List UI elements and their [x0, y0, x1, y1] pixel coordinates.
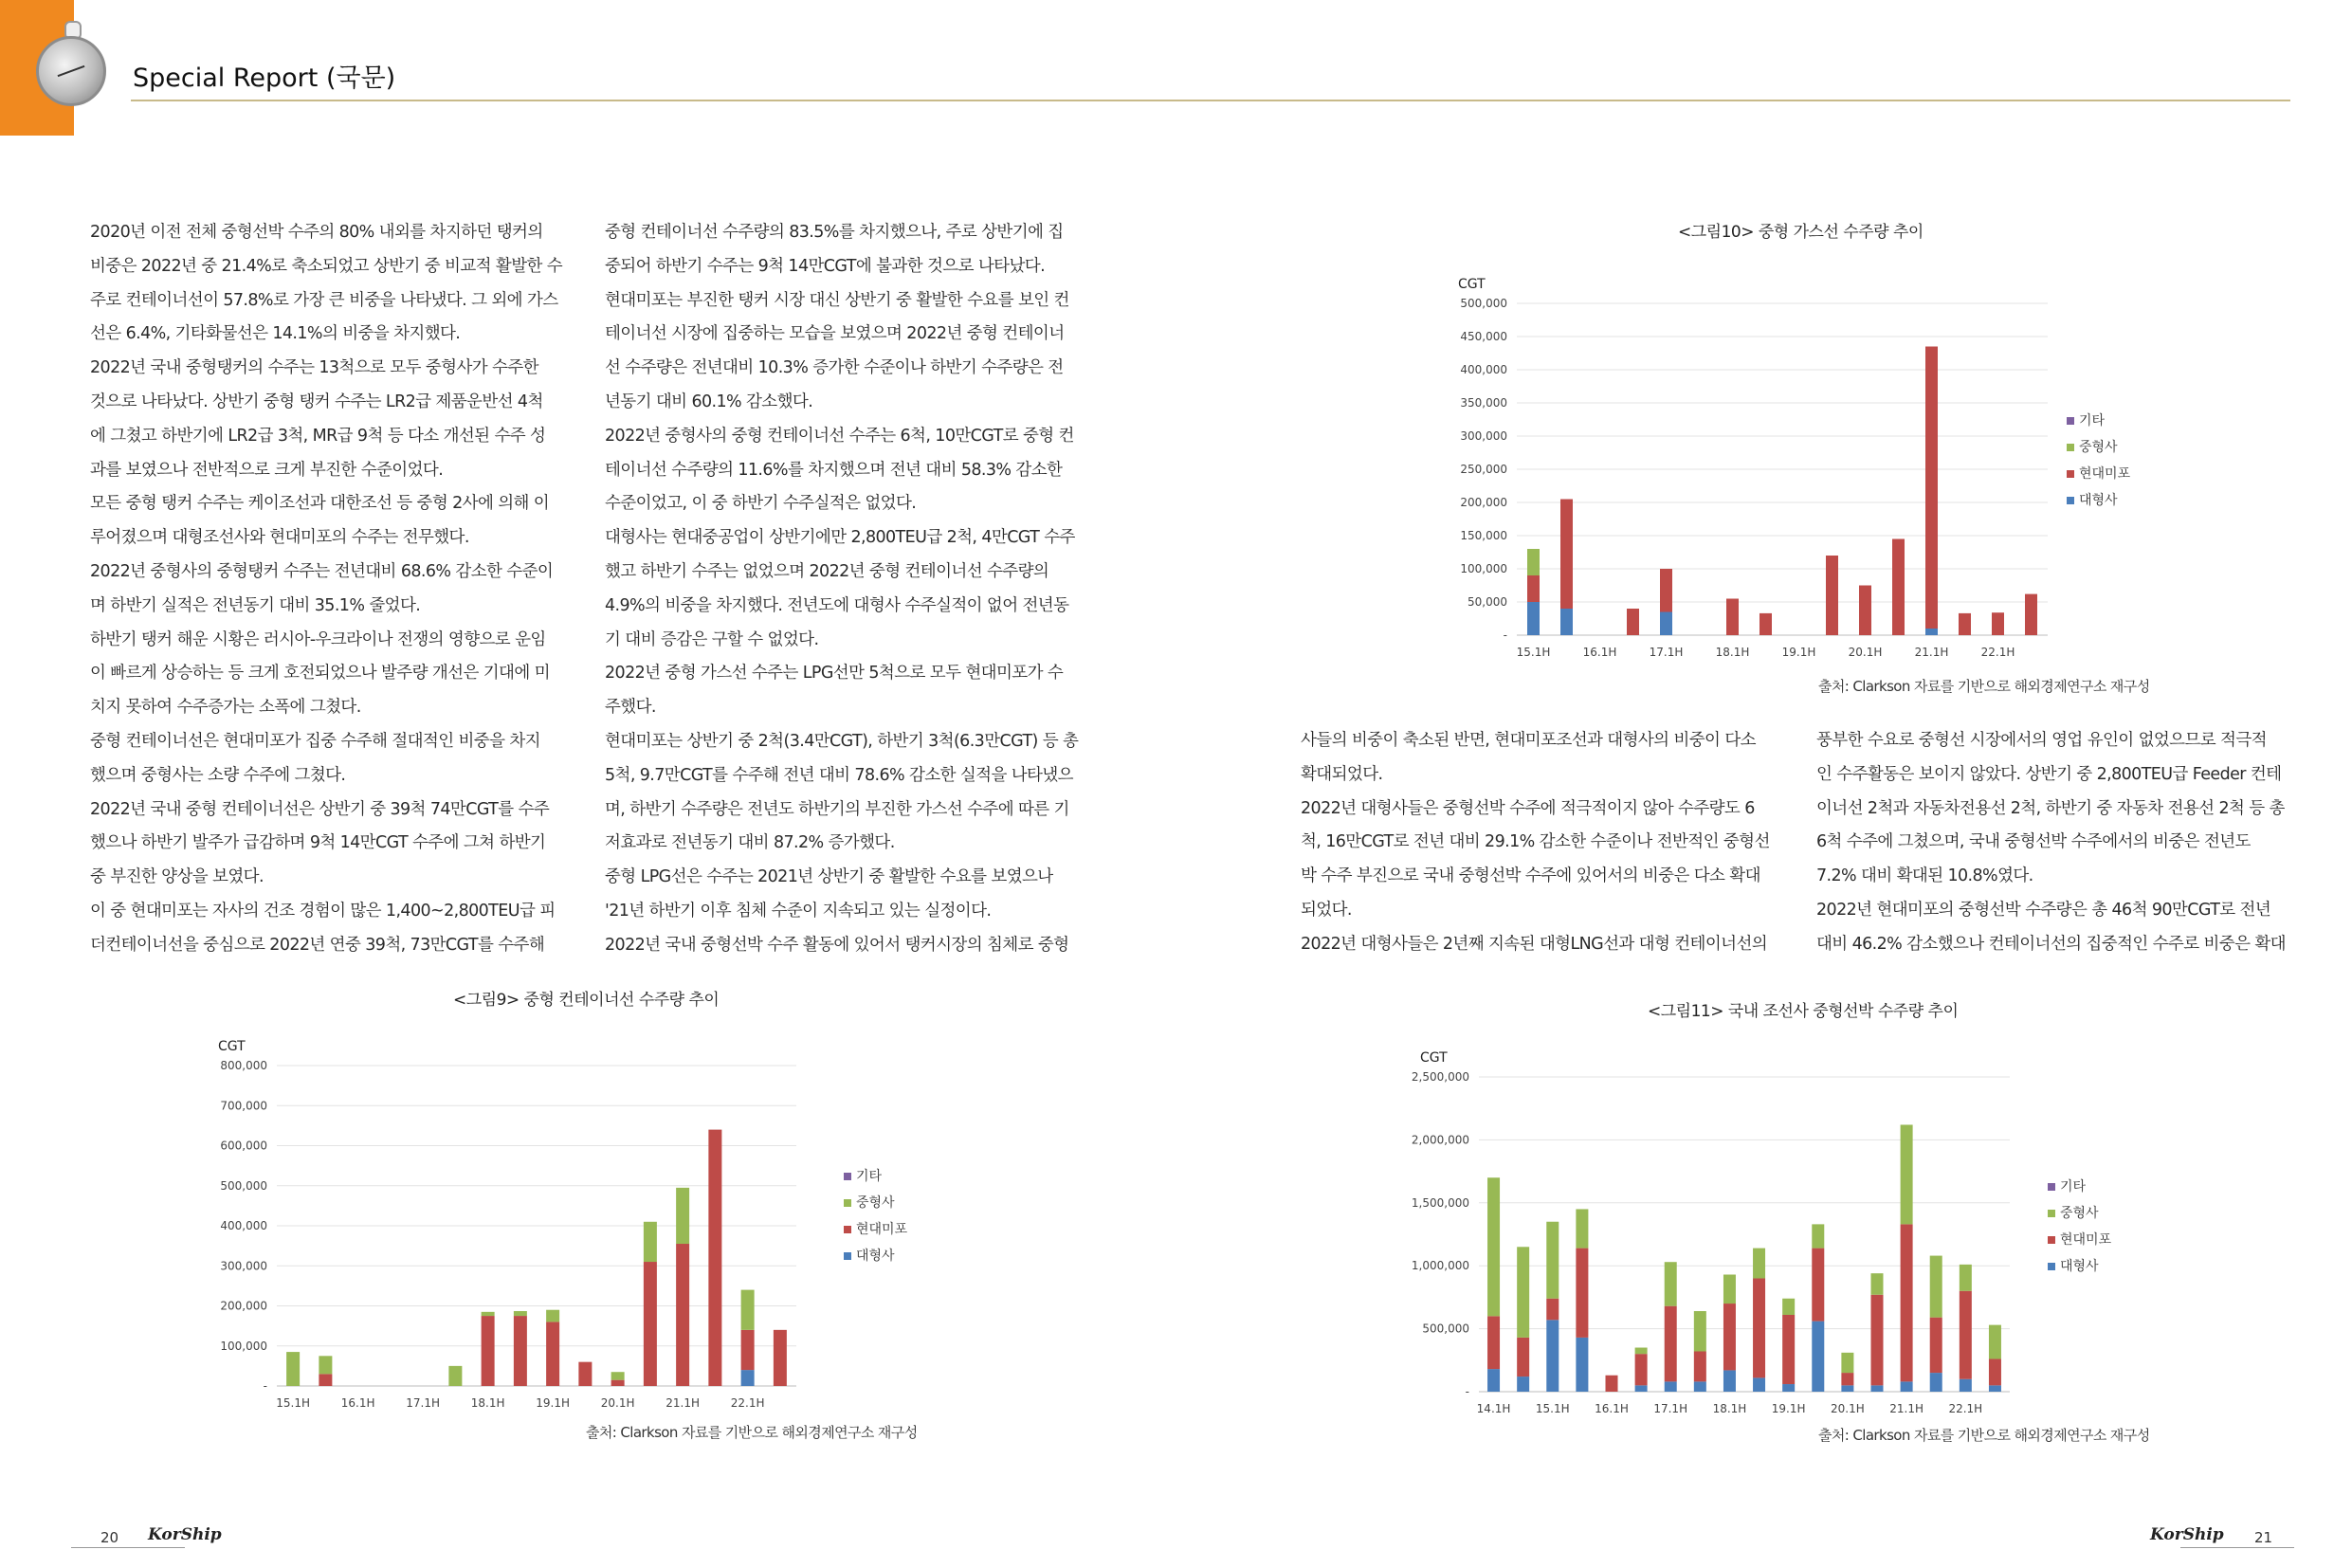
- bar-segment-fig11-s1-12: [1841, 1373, 1853, 1385]
- text-line: 기 대비 증감은 구할 수 없었다.: [605, 629, 819, 649]
- legend-label: 중형사: [2079, 440, 2118, 455]
- bar-segment-fig9-s1-10: [611, 1380, 625, 1386]
- x-tick-label: 22.1H: [1948, 1402, 1983, 1415]
- legend-label: 중형사: [2060, 1206, 2099, 1221]
- bar-segment-fig11-s0-15: [1930, 1373, 1942, 1392]
- bar-segment-fig11-s0-5: [1635, 1385, 1648, 1392]
- text-line: 2022년 국내 중형탱커의 수주는 13척으로 모두 중형사가 수주한: [90, 358, 538, 378]
- bar-segment-fig9-s1-13: [708, 1130, 721, 1386]
- x-tick-label: 19.1H: [536, 1396, 570, 1410]
- text-line: 중 부진한 양상을 보였다.: [90, 867, 264, 887]
- bar-segment-fig11-s0-17: [1989, 1385, 2001, 1392]
- text-line: 비중은 2022년 중 21.4%로 축소되었고 상반기 중 비교적 활발한 수: [90, 256, 563, 276]
- legend-swatch: [2048, 1263, 2055, 1270]
- text-line: 4.9%의 비중을 차지했다. 전년도에 대형사 수주실적이 없어 전년동: [605, 595, 1069, 615]
- figure-9-source: 출처: Clarkson 자료를 기반으로 해외경제연구소 재구성: [586, 1424, 918, 1441]
- text-line: 7.2% 대비 확대된 10.8%였다.: [1816, 866, 2033, 886]
- bar-segment-fig11-s0-0: [1487, 1369, 1500, 1392]
- text-line: 2022년 대형사들은 중형선박 수주에 적극적이지 않아 수주량도 6: [1301, 798, 1755, 818]
- y-tick-label: 200,000: [220, 1299, 267, 1313]
- y-tick-label: -: [1503, 629, 1507, 642]
- y-tick-label: 1,500,000: [1411, 1195, 1469, 1210]
- bar-segment-fig9-s2-11: [644, 1222, 657, 1262]
- legend-label: 기타: [856, 1169, 883, 1184]
- text-line: 선 수주량은 전년대비 10.3% 증가한 수준이나 하반기 수주량은 전: [605, 358, 1064, 378]
- legend-swatch: [844, 1226, 851, 1233]
- text-line: 테이너선 수주량의 11.6%를 차지했으며 전년 대비 58.3% 감소한: [605, 460, 1063, 480]
- bar-segment-fig11-s2-14: [1901, 1124, 1913, 1224]
- text-line: 2020년 이전 전체 중형선박 수주의 80% 내외를 차지하던 탱커의: [90, 223, 543, 242]
- legend-swatch: [844, 1199, 851, 1207]
- x-tick-label: 18.1H: [470, 1396, 505, 1410]
- bar-segment-fig11-s0-12: [1841, 1385, 1853, 1392]
- x-tick-label: 20.1H: [600, 1396, 635, 1410]
- legend-swatch: [844, 1173, 851, 1180]
- bar-segment-fig11-s1-4: [1606, 1376, 1618, 1392]
- y-tick-label: 700,000: [220, 1099, 267, 1113]
- bar-segment-fig11-s0-11: [1812, 1322, 1824, 1392]
- body-column-1: [90, 216, 569, 963]
- bar-segment-fig10-s2-0: [1527, 549, 1540, 575]
- text-line: 중되어 하반기 수주는 9척 14만CGT에 불과한 것으로 나타났다.: [605, 256, 1046, 276]
- header-divider: [131, 100, 2290, 101]
- bar-segment-fig9-s1-12: [676, 1244, 689, 1386]
- y-tick-label: 350,000: [1460, 396, 1507, 410]
- bar-segment-fig9-s2-7: [514, 1311, 527, 1316]
- y-tick-label: 300,000: [220, 1259, 267, 1273]
- text-line: 했으며 중형사는 소량 수주에 그쳤다.: [90, 765, 346, 785]
- bar-segment-fig11-s1-3: [1576, 1249, 1588, 1338]
- text-line: 모든 중형 탱커 수주는 케이조선과 대한조선 등 중형 2사에 의해 이: [90, 494, 550, 514]
- text-line: 에 그쳤고 하반기에 LR2급 3척, MR급 9척 등 다소 개선된 수주 성: [90, 426, 546, 446]
- y-tick-label: 300,000: [1460, 429, 1507, 443]
- bar-segment-fig9-s2-14: [741, 1290, 755, 1330]
- legend-swatch: [2067, 417, 2074, 425]
- figure-9-caption: <그림9> 중형 컨테이너선 수주량 추이: [453, 991, 720, 1010]
- text-line: 선은 6.4%, 기타화물선은 14.1%의 비중을 차지했다.: [90, 324, 461, 344]
- text-line: 중형 LPG선은 수주는 2021년 상반기 중 활발한 수요를 보였으나: [605, 867, 1053, 887]
- x-tick-label: 19.1H: [1771, 1402, 1806, 1415]
- x-tick-label: 14.1H: [1476, 1402, 1511, 1415]
- bar-segment-fig11-s0-8: [1723, 1370, 1736, 1392]
- bar-segment-fig9-s2-6: [482, 1312, 495, 1316]
- bar-segment-fig9-s1-14: [741, 1330, 755, 1370]
- y-tick-label: 600,000: [220, 1139, 267, 1153]
- text-line: 이 빠르게 상승하는 등 크게 호전되었으나 발주량 개선은 기대에 미: [90, 664, 550, 684]
- bar-segment-fig9-s1-8: [546, 1322, 559, 1386]
- text-line: 현대미포는 상반기 중 2척(3.4만CGT), 하반기 3척(6.3만CGT) 등 총: [605, 731, 1079, 751]
- bar-segment-fig11-s2-12: [1841, 1353, 1853, 1373]
- text-line: 주로 컨테이너선이 57.8%로 가장 큰 비중을 나타냈다. 그 외에 가스: [90, 290, 558, 310]
- footer-rule-right: [2180, 1547, 2294, 1548]
- bar-segment-fig11-s2-17: [1989, 1325, 2001, 1359]
- body-column-2: [605, 216, 1084, 963]
- bar-segment-fig10-s1-11: [1892, 539, 1905, 636]
- bar-segment-fig11-s1-13: [1871, 1295, 1884, 1386]
- y-tick-label: 250,000: [1460, 463, 1507, 476]
- legend-label: 기타: [2079, 413, 2106, 428]
- bar-segment-fig9-s1-15: [774, 1330, 787, 1386]
- y-tick-label: 800,000: [220, 1059, 267, 1072]
- text-line: 확대되었다.: [1301, 764, 1383, 784]
- text-line: 대비 46.2% 감소했으나 컨테이너선의 집중적인 수주로 비중은 확대: [1816, 934, 2286, 954]
- x-tick-label: 21.1H: [1889, 1402, 1924, 1415]
- bar-segment-fig11-s2-10: [1782, 1299, 1795, 1315]
- y-tick-label: -: [1465, 1385, 1469, 1398]
- legend-label: 현대미포: [856, 1222, 908, 1237]
- y-tick-label: 400,000: [220, 1219, 267, 1232]
- text-line: 했으나 하반기 발주가 급감하며 9척 14만CGT 수주에 그쳐 하반기: [90, 833, 546, 853]
- y-tick-label: -: [263, 1379, 267, 1393]
- text-line: '21년 하반기 이후 침체 수준이 지속되고 있는 실정이다.: [605, 901, 992, 921]
- bar-segment-fig11-s2-9: [1753, 1249, 1765, 1279]
- bar-segment-fig10-s1-9: [1826, 556, 1838, 635]
- bar-segment-fig11-s1-14: [1901, 1224, 1913, 1381]
- y-tick-label: 50,000: [1468, 595, 1507, 609]
- bar-segment-fig11-s1-7: [1694, 1352, 1706, 1382]
- bar-segment-fig10-s0-1: [1560, 609, 1573, 635]
- section-title: Special Report (국문): [133, 64, 396, 93]
- text-line: 이너선 2척과 자동차전용선 2척, 하반기 중 자동차 전용선 2척 등 총: [1816, 798, 2285, 818]
- y-axis-label: CGT: [1420, 1050, 1448, 1066]
- bar-segment-fig10-s0-4: [1660, 612, 1672, 636]
- bar-segment-fig11-s2-0: [1487, 1177, 1500, 1316]
- figure-11-source: 출처: Clarkson 자료를 기반으로 해외경제연구소 재구성: [1818, 1427, 2150, 1444]
- body-column-4: [1816, 724, 2290, 962]
- text-line: 것으로 나타났다. 상반기 중형 탱커 수주는 LR2급 제품운반선 4척: [90, 392, 543, 411]
- bar-segment-fig11-s0-6: [1665, 1381, 1677, 1392]
- bar-segment-fig11-s1-2: [1546, 1299, 1559, 1321]
- legend-swatch: [2048, 1236, 2055, 1244]
- page-number-right: 21: [2254, 1529, 2273, 1546]
- bar-segment-fig11-s1-8: [1723, 1304, 1736, 1370]
- bar-segment-fig11-s2-11: [1812, 1224, 1824, 1248]
- text-line: 되었다.: [1301, 900, 1352, 920]
- text-line: 척, 16만CGT로 전년 대비 29.1% 감소한 수준이나 전반적인 중형선: [1301, 832, 1770, 852]
- y-tick-label: 500,000: [1460, 297, 1507, 310]
- text-line: 더컨테이너선을 중심으로 2022년 연중 39척, 73만CGT를 수주해: [90, 935, 545, 955]
- figure-10-source: 출처: Clarkson 자료를 기반으로 해외경제연구소 재구성: [1818, 678, 2150, 695]
- bar-segment-fig10-s1-15: [2025, 594, 2037, 635]
- y-tick-label: 2,500,000: [1411, 1070, 1469, 1084]
- text-line: 박 수주 부진으로 국내 중형선박 수주에 있어서의 비중은 다소 확대: [1301, 866, 1760, 886]
- y-tick-label: 150,000: [1460, 529, 1507, 542]
- y-tick-label: 500,000: [1422, 1322, 1469, 1336]
- bar-segment-fig11-s1-10: [1782, 1315, 1795, 1384]
- bar-segment-fig11-s0-7: [1694, 1381, 1706, 1392]
- x-tick-label: 21.1H: [665, 1396, 700, 1410]
- text-line: 2022년 국내 중형 컨테이너선은 상반기 중 39척 74만CGT를 수주: [90, 799, 550, 819]
- bar-segment-fig9-s1-7: [514, 1316, 527, 1386]
- y-axis-label: CGT: [1458, 277, 1486, 292]
- text-line: 풍부한 수요로 중형선 시장에서의 영업 유인이 없었으므로 적극적: [1816, 731, 2267, 750]
- x-tick-label: 22.1H: [1980, 646, 2015, 659]
- x-tick-label: 16.1H: [340, 1396, 375, 1410]
- bar-segment-fig9-s2-8: [546, 1310, 559, 1322]
- text-line: 2022년 중형사의 중형탱커 수주는 전년대비 68.6% 감소한 수준이: [90, 561, 554, 581]
- x-tick-label: 20.1H: [1831, 1402, 1865, 1415]
- bar-segment-fig11-s2-3: [1576, 1209, 1588, 1248]
- text-line: 현대미포는 부진한 탱커 시장 대신 상반기 중 활발한 수요를 보인 컨: [605, 290, 1069, 310]
- bar-segment-fig11-s0-1: [1517, 1377, 1529, 1392]
- bar-segment-fig10-s1-14: [1992, 612, 2004, 635]
- y-tick-label: 500,000: [220, 1178, 267, 1193]
- x-tick-label: 15.1H: [1516, 646, 1551, 659]
- bar-segment-fig11-s0-10: [1782, 1384, 1795, 1392]
- legend-label: 중형사: [856, 1195, 895, 1211]
- bar-segment-fig9-s2-1: [319, 1356, 332, 1374]
- y-tick-label: 100,000: [220, 1339, 267, 1353]
- legend-swatch: [2067, 497, 2074, 504]
- bar-segment-fig9-s2-12: [676, 1188, 689, 1244]
- bar-segment-fig11-s2-16: [1960, 1265, 1972, 1291]
- y-tick-label: 200,000: [1460, 496, 1507, 509]
- bar-segment-fig11-s2-1: [1517, 1247, 1529, 1338]
- korship-logo-left: KorShip: [148, 1525, 222, 1544]
- bar-segment-fig11-s1-0: [1487, 1316, 1500, 1369]
- text-line: 년동기 대비 60.1% 감소했다.: [605, 392, 813, 411]
- bar-segment-fig10-s1-4: [1660, 569, 1672, 612]
- x-tick-label: 17.1H: [1653, 1402, 1688, 1415]
- figure-11-chart: [1403, 1041, 2161, 1425]
- bar-segment-fig11-s2-13: [1871, 1273, 1884, 1295]
- text-line: 했고 하반기 수주는 없었으며 2022년 중형 컨테이너선 수주량의: [605, 561, 1049, 581]
- bar-segment-fig11-s1-17: [1989, 1358, 2001, 1385]
- x-tick-label: 22.1H: [730, 1396, 765, 1410]
- text-line: 6척 수주에 그쳤으며, 국내 중형선박 수주에서의 비중은 전년도: [1816, 832, 2251, 852]
- y-tick-label: 400,000: [1460, 363, 1507, 376]
- bar-segment-fig11-s1-11: [1812, 1249, 1824, 1322]
- y-tick-label: 1,000,000: [1411, 1259, 1469, 1273]
- x-tick-label: 16.1H: [1582, 646, 1617, 659]
- bar-segment-fig11-s1-5: [1635, 1354, 1648, 1385]
- bar-segment-fig11-s1-1: [1517, 1338, 1529, 1377]
- footer-rule-left: [71, 1547, 185, 1548]
- bar-segment-fig9-s1-6: [482, 1316, 495, 1386]
- bar-segment-fig9-s1-1: [319, 1374, 332, 1386]
- page-number-left: 20: [100, 1529, 119, 1546]
- figure-10-chart: [1441, 264, 2180, 671]
- legend-label: 대형사: [2079, 493, 2118, 508]
- text-line: 하반기 탱커 해운 시황은 러시아-우크라이나 전쟁의 영향으로 운임: [90, 629, 546, 649]
- bar-segment-fig11-s0-2: [1546, 1320, 1559, 1392]
- text-line: 며 하반기 실적은 전년동기 대비 35.1% 줄었다.: [90, 595, 421, 615]
- legend-label: 대형사: [856, 1249, 895, 1264]
- legend-label: 현대미포: [2079, 466, 2131, 482]
- x-tick-label: 18.1H: [1712, 1402, 1747, 1415]
- text-line: 이 중 현대미포는 자사의 건조 경험이 많은 1,400~2,800TEU급 피: [90, 901, 556, 921]
- bar-segment-fig11-s1-16: [1960, 1291, 1972, 1379]
- text-line: 수준이었고, 이 중 하반기 수주실적은 없었다.: [605, 494, 917, 514]
- bar-segment-fig11-s2-8: [1723, 1274, 1736, 1304]
- bar-segment-fig11-s1-6: [1665, 1306, 1677, 1382]
- bar-segment-fig11-s2-7: [1694, 1311, 1706, 1351]
- text-line: 주했다.: [605, 698, 656, 718]
- y-tick-label: 450,000: [1460, 330, 1507, 343]
- x-tick-label: 16.1H: [1595, 1402, 1629, 1415]
- x-tick-label: 18.1H: [1715, 646, 1750, 659]
- y-axis-label: CGT: [218, 1039, 246, 1054]
- bar-segment-fig11-s0-16: [1960, 1379, 1972, 1392]
- y-tick-label: 100,000: [1460, 562, 1507, 575]
- bar-segment-fig9-s1-11: [644, 1262, 657, 1386]
- legend-label: 대형사: [2060, 1259, 2099, 1274]
- text-line: 치지 못하여 수주증가는 소폭에 그쳤다.: [90, 698, 361, 718]
- text-line: 2022년 대형사들은 2년째 지속된 대형LNG선과 대형 컨테이너선의: [1301, 934, 1768, 954]
- bar-segment-fig10-s1-0: [1527, 575, 1540, 602]
- body-column-3: [1301, 724, 1779, 962]
- figure-10-caption: <그림10> 중형 가스선 수주량 추이: [1678, 223, 1924, 242]
- x-tick-label: 15.1H: [276, 1396, 310, 1410]
- bar-segment-fig11-s0-3: [1576, 1338, 1588, 1392]
- figure-11-caption: <그림11> 국내 조선사 중형선박 수주량 추이: [1648, 1002, 1959, 1021]
- bar-segment-fig10-s1-3: [1627, 609, 1639, 635]
- bar-segment-fig11-s1-15: [1930, 1318, 1942, 1373]
- legend-swatch: [2048, 1183, 2055, 1191]
- text-line: 테이너선 시장에 집중하는 모습을 보였으며 2022년 중형 컨테이너: [605, 324, 1065, 344]
- figure-9-chart: [218, 1024, 957, 1422]
- x-tick-label: 15.1H: [1535, 1402, 1570, 1415]
- bar-segment-fig10-s1-7: [1759, 613, 1772, 635]
- legend-swatch: [844, 1252, 851, 1260]
- x-tick-label: 20.1H: [1848, 646, 1883, 659]
- bar-segment-fig10-s1-12: [1925, 347, 1938, 629]
- bar-segment-fig10-s0-0: [1527, 602, 1540, 635]
- bar-segment-fig9-s2-5: [448, 1366, 462, 1386]
- x-tick-label: 19.1H: [1781, 646, 1816, 659]
- text-line: 2022년 중형 가스선 수주는 LPG선만 5척으로 모두 현대미포가 수: [605, 664, 1064, 684]
- text-line: 과를 보였으나 전반적으로 크게 부진한 수준이었다.: [90, 460, 444, 480]
- text-line: 중형 컨테이너선 수주량의 83.5%를 차지했으나, 주로 상반기에 집: [605, 223, 1064, 242]
- x-tick-label: 17.1H: [406, 1396, 440, 1410]
- text-line: 대형사는 현대중공업이 상반기에만 2,800TEU급 2척, 4만CGT 수주: [605, 528, 1075, 548]
- text-line: 인 수주활동은 보이지 않았다. 상반기 중 2,800TEU급 Feeder 컨테: [1816, 764, 2282, 784]
- text-line: 사들의 비중이 축소된 반면, 현대미포조선과 대형사의 비중이 다소: [1301, 731, 1756, 750]
- text-line: 루어졌으며 대형조선사와 현대미포의 수주는 전무했다.: [90, 528, 469, 548]
- bar-segment-fig11-s2-2: [1546, 1222, 1559, 1299]
- bar-segment-fig9-s2-0: [286, 1352, 300, 1386]
- bar-segment-fig11-s0-13: [1871, 1385, 1884, 1392]
- stopwatch-icon: [36, 36, 106, 106]
- legend-swatch: [2048, 1210, 2055, 1217]
- text-line: 2022년 중형사의 중형 컨테이너선 수주는 6척, 10만CGT로 중형 컨: [605, 426, 1074, 446]
- bar-segment-fig11-s0-14: [1901, 1381, 1913, 1392]
- bar-segment-fig11-s2-6: [1665, 1262, 1677, 1305]
- text-line: 2022년 현대미포의 중형선박 수주량은 총 46척 90만CGT로 전년: [1816, 900, 2271, 920]
- bar-segment-fig10-s1-1: [1560, 500, 1573, 610]
- legend-swatch: [2067, 470, 2074, 478]
- x-tick-label: 17.1H: [1649, 646, 1684, 659]
- bar-segment-fig11-s1-9: [1753, 1278, 1765, 1377]
- text-line: 5척, 9.7만CGT를 수주해 전년 대비 78.6% 감소한 실적을 나타냈으: [605, 765, 1073, 785]
- text-line: 며, 하반기 수주량은 전년도 하반기의 부진한 가스선 수주에 따른 기: [605, 799, 1069, 819]
- bar-segment-fig10-s1-10: [1859, 586, 1871, 636]
- korship-logo-right: KorShip: [2150, 1525, 2224, 1544]
- legend-label: 기타: [2060, 1179, 2087, 1194]
- bar-segment-fig11-s0-9: [1753, 1377, 1765, 1392]
- text-line: 2022년 국내 중형선박 수주 활동에 있어서 탱커시장의 침체로 중형: [605, 935, 1069, 955]
- bar-segment-fig9-s0-14: [741, 1370, 755, 1386]
- bar-segment-fig9-s1-9: [578, 1362, 592, 1386]
- bar-segment-fig10-s1-6: [1726, 599, 1739, 636]
- text-line: 중형 컨테이너선은 현대미포가 집중 수주해 절대적인 비중을 차지: [90, 731, 540, 751]
- bar-segment-fig11-s2-15: [1930, 1256, 1942, 1318]
- x-tick-label: 21.1H: [1914, 646, 1949, 659]
- legend-swatch: [2067, 444, 2074, 451]
- bar-segment-fig11-s2-5: [1635, 1348, 1648, 1355]
- legend-label: 현대미포: [2060, 1232, 2112, 1248]
- y-tick-label: 2,000,000: [1411, 1133, 1469, 1147]
- text-line: 저효과로 전년동기 대비 87.2% 증가했다.: [605, 833, 895, 853]
- bar-segment-fig10-s0-12: [1925, 629, 1938, 635]
- bar-segment-fig10-s1-13: [1959, 613, 1971, 635]
- bar-segment-fig9-s2-10: [611, 1372, 625, 1379]
